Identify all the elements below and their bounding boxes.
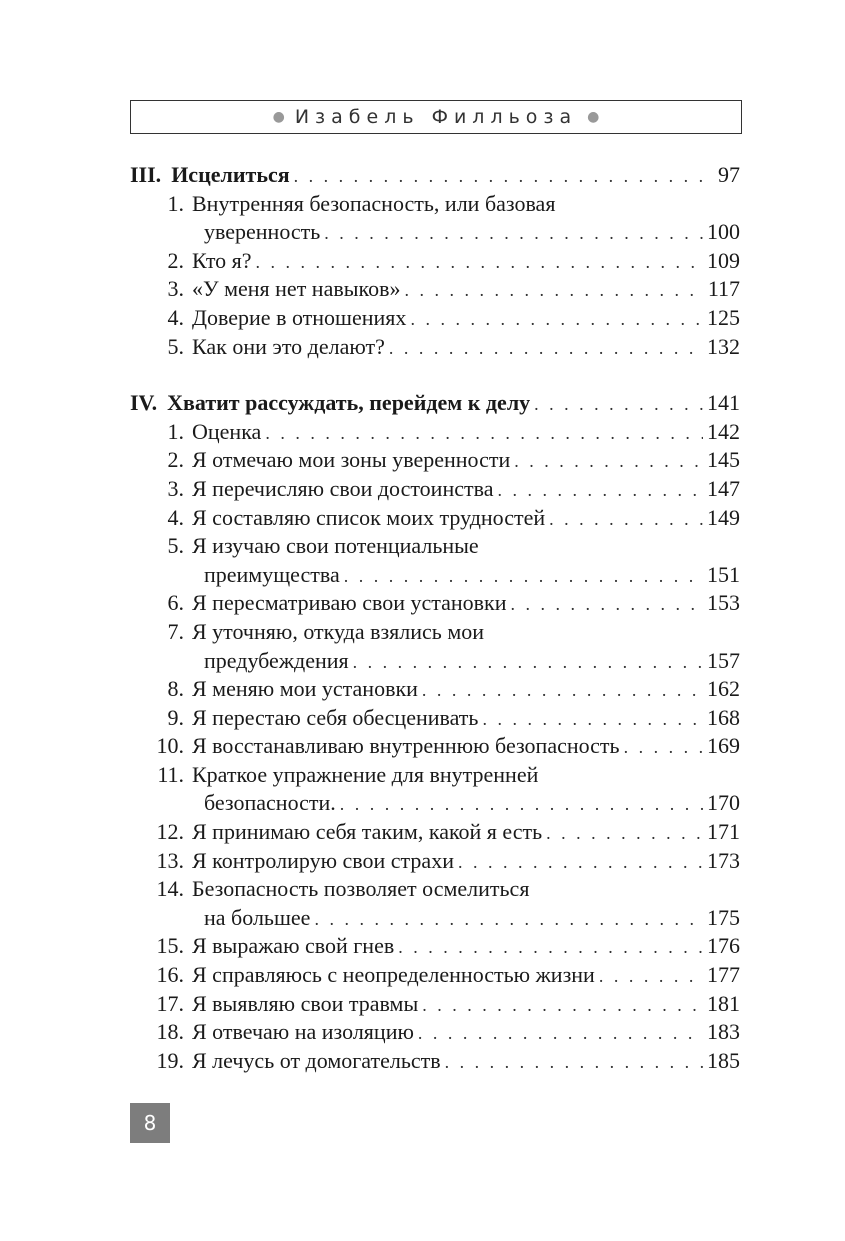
entry-page: 132 xyxy=(707,333,740,359)
entry-number: 15. xyxy=(156,933,184,959)
dot-leader xyxy=(549,509,703,530)
entry-page: 125 xyxy=(707,304,740,330)
toc-entry xyxy=(130,933,740,962)
dot-leader xyxy=(422,680,703,701)
toc-entry xyxy=(130,848,740,877)
entry-title: Я перечисляю свои достоинства xyxy=(192,475,494,501)
entry-page: 183 xyxy=(707,1019,740,1045)
dot-leader xyxy=(294,166,714,187)
entry-title: Я составляю список моих трудностей xyxy=(192,504,546,530)
toc-entry xyxy=(130,419,740,448)
entry-page: 168 xyxy=(707,704,740,730)
toc-entry xyxy=(130,476,740,505)
dot-leader xyxy=(624,737,703,758)
dot-leader xyxy=(458,852,703,873)
entry-number: 1. xyxy=(167,190,184,216)
part-number: IV. xyxy=(130,390,158,416)
entry-number: 8. xyxy=(167,676,184,702)
dot-leader xyxy=(422,995,703,1016)
dot-leader xyxy=(497,480,703,501)
entry-title: Я меняю мои установки xyxy=(192,676,418,702)
toc-entry xyxy=(130,762,740,791)
toc-entry xyxy=(130,305,740,334)
toc-entry xyxy=(130,505,740,534)
entry-page: 153 xyxy=(707,590,740,616)
toc-entry xyxy=(130,676,740,705)
entry-page: 170 xyxy=(707,790,740,816)
dot-leader xyxy=(265,423,703,444)
part-heading xyxy=(130,390,740,419)
toc-entry xyxy=(130,590,740,619)
entry-title: Я изучаю свои потенциальные xyxy=(192,533,479,559)
entry-page: 157 xyxy=(707,647,740,673)
part-heading xyxy=(130,162,740,191)
entry-page: 169 xyxy=(707,733,740,759)
toc-entry xyxy=(130,334,740,363)
entry-number: 1. xyxy=(167,418,184,444)
entry-page: 173 xyxy=(707,847,740,873)
toc-entry xyxy=(130,619,740,648)
part-title: Исцелиться xyxy=(171,162,290,187)
entry-number: 5. xyxy=(167,333,184,359)
toc-entry xyxy=(130,962,740,991)
entry-page: 162 xyxy=(707,676,740,702)
dot-leader xyxy=(410,309,703,330)
entry-number: 2. xyxy=(167,247,184,273)
entry-title: Краткое упражнение для внутренней xyxy=(192,761,539,787)
toc-entry xyxy=(130,562,740,591)
section-gap xyxy=(130,362,740,390)
dot-leader xyxy=(546,823,703,844)
dot-leader xyxy=(445,1052,703,1073)
entry-page: 109 xyxy=(707,247,740,273)
toc-entry xyxy=(130,533,740,562)
entry-number: 3. xyxy=(167,475,184,501)
dot-leader xyxy=(324,223,703,244)
entry-page: 185 xyxy=(707,1047,740,1073)
entry-title: Я принимаю себя таким, какой я есть xyxy=(192,819,543,845)
entry-page: 176 xyxy=(707,933,740,959)
toc-entry xyxy=(130,1048,740,1077)
toc-entry xyxy=(130,1019,740,1048)
entry-number: 17. xyxy=(156,990,184,1016)
page-number: 8 xyxy=(143,1111,157,1135)
page-number-badge xyxy=(130,1103,170,1143)
entry-title: Внутренняя безопасность, или базовая xyxy=(192,190,556,216)
part-number: III. xyxy=(130,162,162,187)
entry-title: Я восстанавливаю внутреннюю безопасность xyxy=(192,733,620,759)
entry-title: Я перестаю себя обесценивать xyxy=(192,704,479,730)
entry-title: на большее xyxy=(204,904,311,930)
entry-title: Я справляюсь с неопределенностью жизни xyxy=(192,962,595,988)
entry-number: 6. xyxy=(167,590,184,616)
entry-number: 9. xyxy=(167,704,184,730)
entry-number: 11. xyxy=(157,761,184,787)
dot-leader xyxy=(511,594,703,615)
toc-entry xyxy=(130,905,740,934)
entry-number: 4. xyxy=(167,504,184,530)
toc-entry xyxy=(130,219,740,248)
bullet-dot-icon: ● xyxy=(272,109,285,125)
dot-leader xyxy=(514,451,703,472)
toc-entry xyxy=(130,876,740,905)
entry-title: Я уточняю, откуда взялись мои xyxy=(192,618,485,644)
dot-leader xyxy=(256,252,703,273)
dot-leader xyxy=(389,338,703,359)
part-title: Хватит рассуждать, перейдем к делу xyxy=(167,390,531,416)
toc-entry xyxy=(130,819,740,848)
entry-page: 147 xyxy=(707,475,740,501)
dot-leader xyxy=(398,937,703,958)
entry-number: 10. xyxy=(156,733,184,759)
toc-entry xyxy=(130,648,740,677)
entry-page: 177 xyxy=(707,962,740,988)
toc-entry xyxy=(130,276,740,305)
entry-title: предубеждения xyxy=(204,647,349,673)
dot-leader xyxy=(404,280,703,301)
toc-entry xyxy=(130,705,740,734)
entry-page: 145 xyxy=(707,447,740,473)
entry-title: Оценка xyxy=(192,418,262,444)
dot-leader xyxy=(353,652,703,673)
entry-title: Я выявляю свои травмы xyxy=(192,990,419,1016)
entry-title: Как они это делают? xyxy=(192,333,385,359)
entry-page: 151 xyxy=(707,561,740,587)
entry-title: преимущества xyxy=(204,561,340,587)
toc-entry xyxy=(130,248,740,277)
entry-title: Доверие в отношениях xyxy=(192,304,407,330)
entry-number: 19. xyxy=(156,1047,184,1073)
bullet-dot-icon: ● xyxy=(587,109,600,125)
entry-title: Я выражаю свой гнев xyxy=(192,933,395,959)
dot-leader xyxy=(482,709,703,730)
entry-number: 18. xyxy=(156,1019,184,1045)
entry-title: Я контролирую свои страхи xyxy=(192,847,454,873)
table-of-contents xyxy=(130,162,740,1076)
entry-number: 16. xyxy=(156,962,184,988)
entry-number: 14. xyxy=(156,876,184,902)
dot-leader xyxy=(314,909,703,930)
toc-entry xyxy=(130,733,740,762)
author-name: Изабель Филльоза xyxy=(294,106,578,128)
entry-number: 12. xyxy=(156,819,184,845)
entry-page: 149 xyxy=(707,504,740,530)
entry-number: 13. xyxy=(156,847,184,873)
entry-page: 142 xyxy=(707,418,740,444)
toc-entry xyxy=(130,790,740,819)
entry-title: Я пересматриваю свои установки xyxy=(192,590,507,616)
dot-leader xyxy=(340,794,703,815)
entry-title: Безопасность позволяет осмелиться xyxy=(192,876,530,902)
entry-page: 181 xyxy=(707,990,740,1016)
entry-number: 4. xyxy=(167,304,184,330)
entry-title: Кто я? xyxy=(192,247,252,273)
dot-leader xyxy=(534,394,703,415)
entry-title: безопасности. xyxy=(204,790,336,816)
entry-title: уверенность xyxy=(204,219,321,245)
entry-page: 117 xyxy=(707,276,740,302)
dot-leader xyxy=(599,966,703,987)
entry-page: 100 xyxy=(707,219,740,245)
entry-title: Я отвечаю на изоляцию xyxy=(192,1019,414,1045)
entry-number: 2. xyxy=(167,447,184,473)
entry-title: Я отмечаю мои зоны уверенности xyxy=(192,447,511,473)
toc-entry xyxy=(130,191,740,220)
entry-number: 7. xyxy=(167,618,184,644)
entry-title: Я лечусь от домогательств xyxy=(192,1047,441,1073)
entry-page: 171 xyxy=(707,819,740,845)
running-header xyxy=(130,100,742,134)
entry-page: 175 xyxy=(707,904,740,930)
part-page: 141 xyxy=(707,390,740,416)
part-page: 97 xyxy=(718,162,740,187)
entry-number: 5. xyxy=(167,533,184,559)
dot-leader xyxy=(344,566,703,587)
toc-entry xyxy=(130,447,740,476)
dot-leader xyxy=(418,1023,703,1044)
entry-title: «У меня нет навыков» xyxy=(192,276,401,302)
toc-entry xyxy=(130,991,740,1020)
entry-number: 3. xyxy=(167,276,184,302)
